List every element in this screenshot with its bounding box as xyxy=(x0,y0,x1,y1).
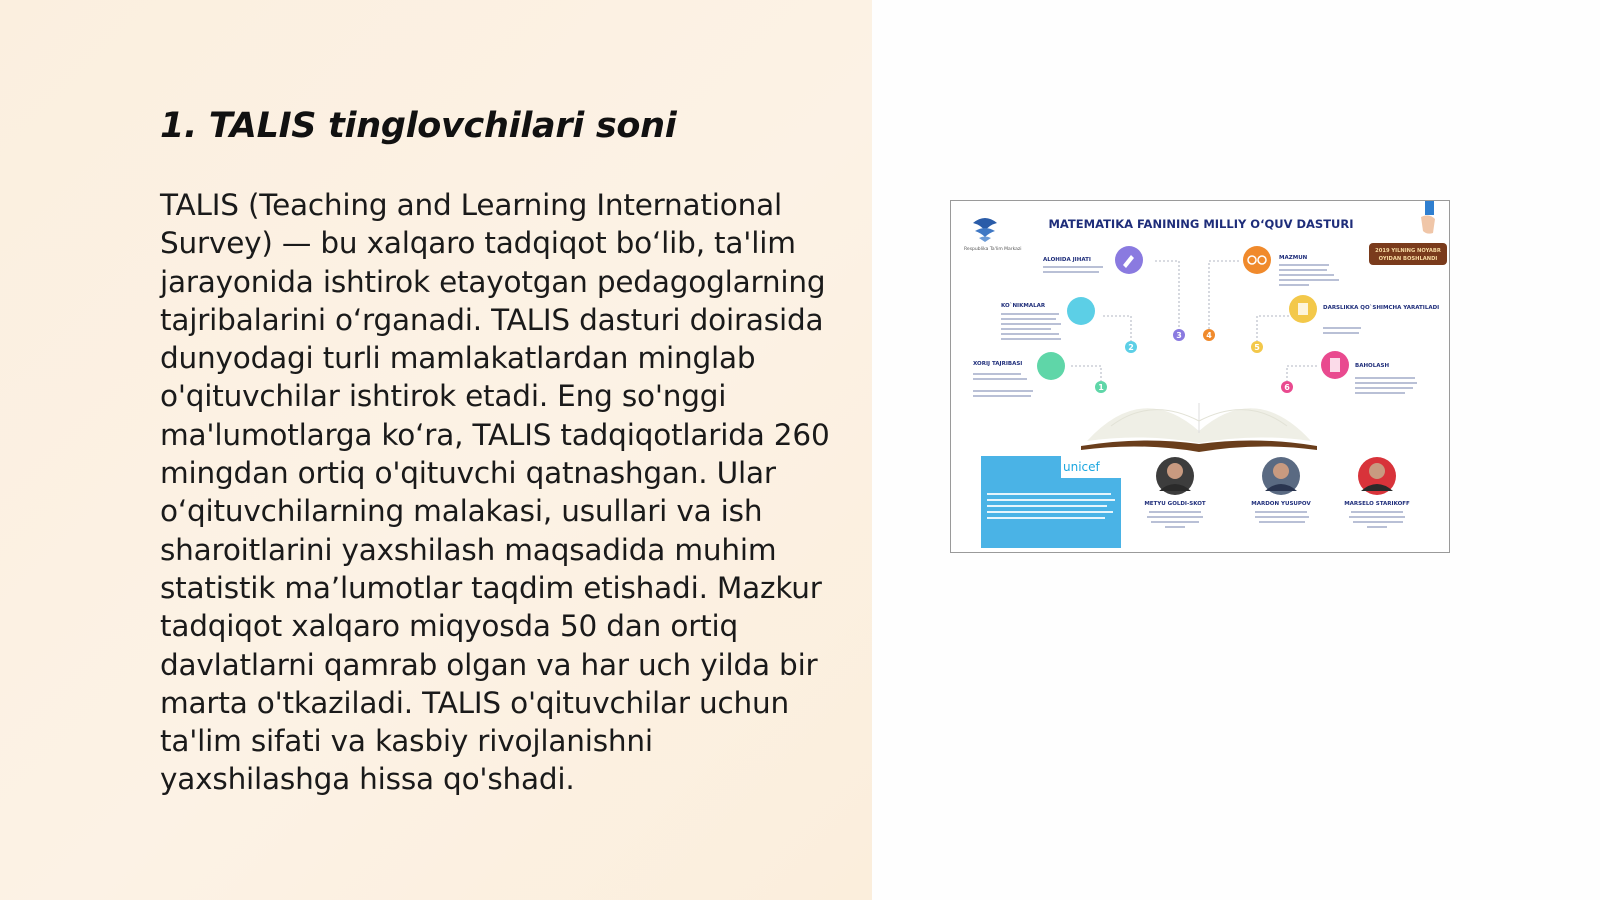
person-name: METYU GOLDI-SKOT xyxy=(1144,501,1206,507)
item-mazmun xyxy=(1243,246,1339,286)
item-label: XORIJ TAJRIBASI xyxy=(973,361,1023,367)
number-dots xyxy=(1095,329,1293,393)
infographic-title: MATEMATIKA FANINING MILLIY O‘QUV DASTURI xyxy=(1048,217,1354,231)
logo-icon xyxy=(973,218,997,242)
number-3: 3 xyxy=(1176,331,1182,340)
slide-body-text: TALIS (Teaching and Learning International Survey) — bu xalqaro tadqiqot bo‘lib, ta'lim jarayonida ishtirok etayotgan pedagoglarning tajribalarini o‘rganadi. TALIS dasturi doirasida dunyodagi turli mamlakatlardan minglab o'qituvchilar ishtirok etadi. Eng so'nggi ma'lumotlarga ko‘ra, TALIS tadqiqotlarida 260 mingdan ortiq o'qituvchi qatnashgan. Ular o‘qituvchilarning malakasi, usullari va ish sharoitlarini yaxshilash maqsadida muhim statistik ma’lumotlar taqdim etishadi. Mazkur tadqiqot xalqaro miqyosda 50 dan ortiq davlatlarni qamrab olgan va har uch yilda bir marta o'tkaziladi. TALIS o'qituvchilar uchun ta'lim sifati va kasbiy rivojlanishni yaxshilashga hissa qo'shadi. xyxy=(160,188,830,797)
person-1 xyxy=(1144,457,1206,528)
item-label: DARSLIKKA QO`SHIMCHA YARATILADI xyxy=(1323,305,1440,311)
unicef-box xyxy=(981,456,1121,548)
number-2: 2 xyxy=(1128,343,1134,352)
book-icon xyxy=(1081,403,1317,452)
item-label: KO`NIKMALAR xyxy=(1001,303,1046,309)
badge-line-1: 2019 YILNING NOYABR xyxy=(1375,248,1441,254)
number-6: 6 xyxy=(1284,383,1290,392)
item-label: BAHOLASH xyxy=(1355,363,1390,369)
item-alohida-jihati xyxy=(1043,246,1143,274)
logo-caption: Respublika Ta'lim Markazi xyxy=(964,247,1022,252)
hand-icon xyxy=(1421,201,1435,234)
unicef-logo-text: unicef xyxy=(1063,460,1100,474)
badge-line-2: OYIDAN BOSHLANDI xyxy=(1378,256,1438,262)
number-4: 4 xyxy=(1206,331,1212,340)
item-konikmalar xyxy=(1001,297,1095,340)
item-baholash xyxy=(1321,351,1417,394)
person-3 xyxy=(1344,457,1410,528)
slide-title: 1. TALIS tinglovchilari soni xyxy=(160,106,677,146)
number-1: 1 xyxy=(1098,383,1104,392)
item-xorij-tajribasi xyxy=(973,352,1065,397)
item-label: MAZMUN xyxy=(1279,255,1308,261)
person-2 xyxy=(1251,457,1311,523)
person-name: MARSELO STARIKOFF xyxy=(1344,501,1410,507)
infographic-graphic xyxy=(951,201,1449,552)
infographic-image xyxy=(950,200,1450,553)
item-darslikka xyxy=(1289,295,1439,334)
item-label: ALOHIDA JIHATI xyxy=(1043,257,1091,263)
number-5: 5 xyxy=(1254,343,1260,352)
date-badge xyxy=(1369,243,1447,265)
person-name: MARDON YUSUPOV xyxy=(1251,501,1311,507)
